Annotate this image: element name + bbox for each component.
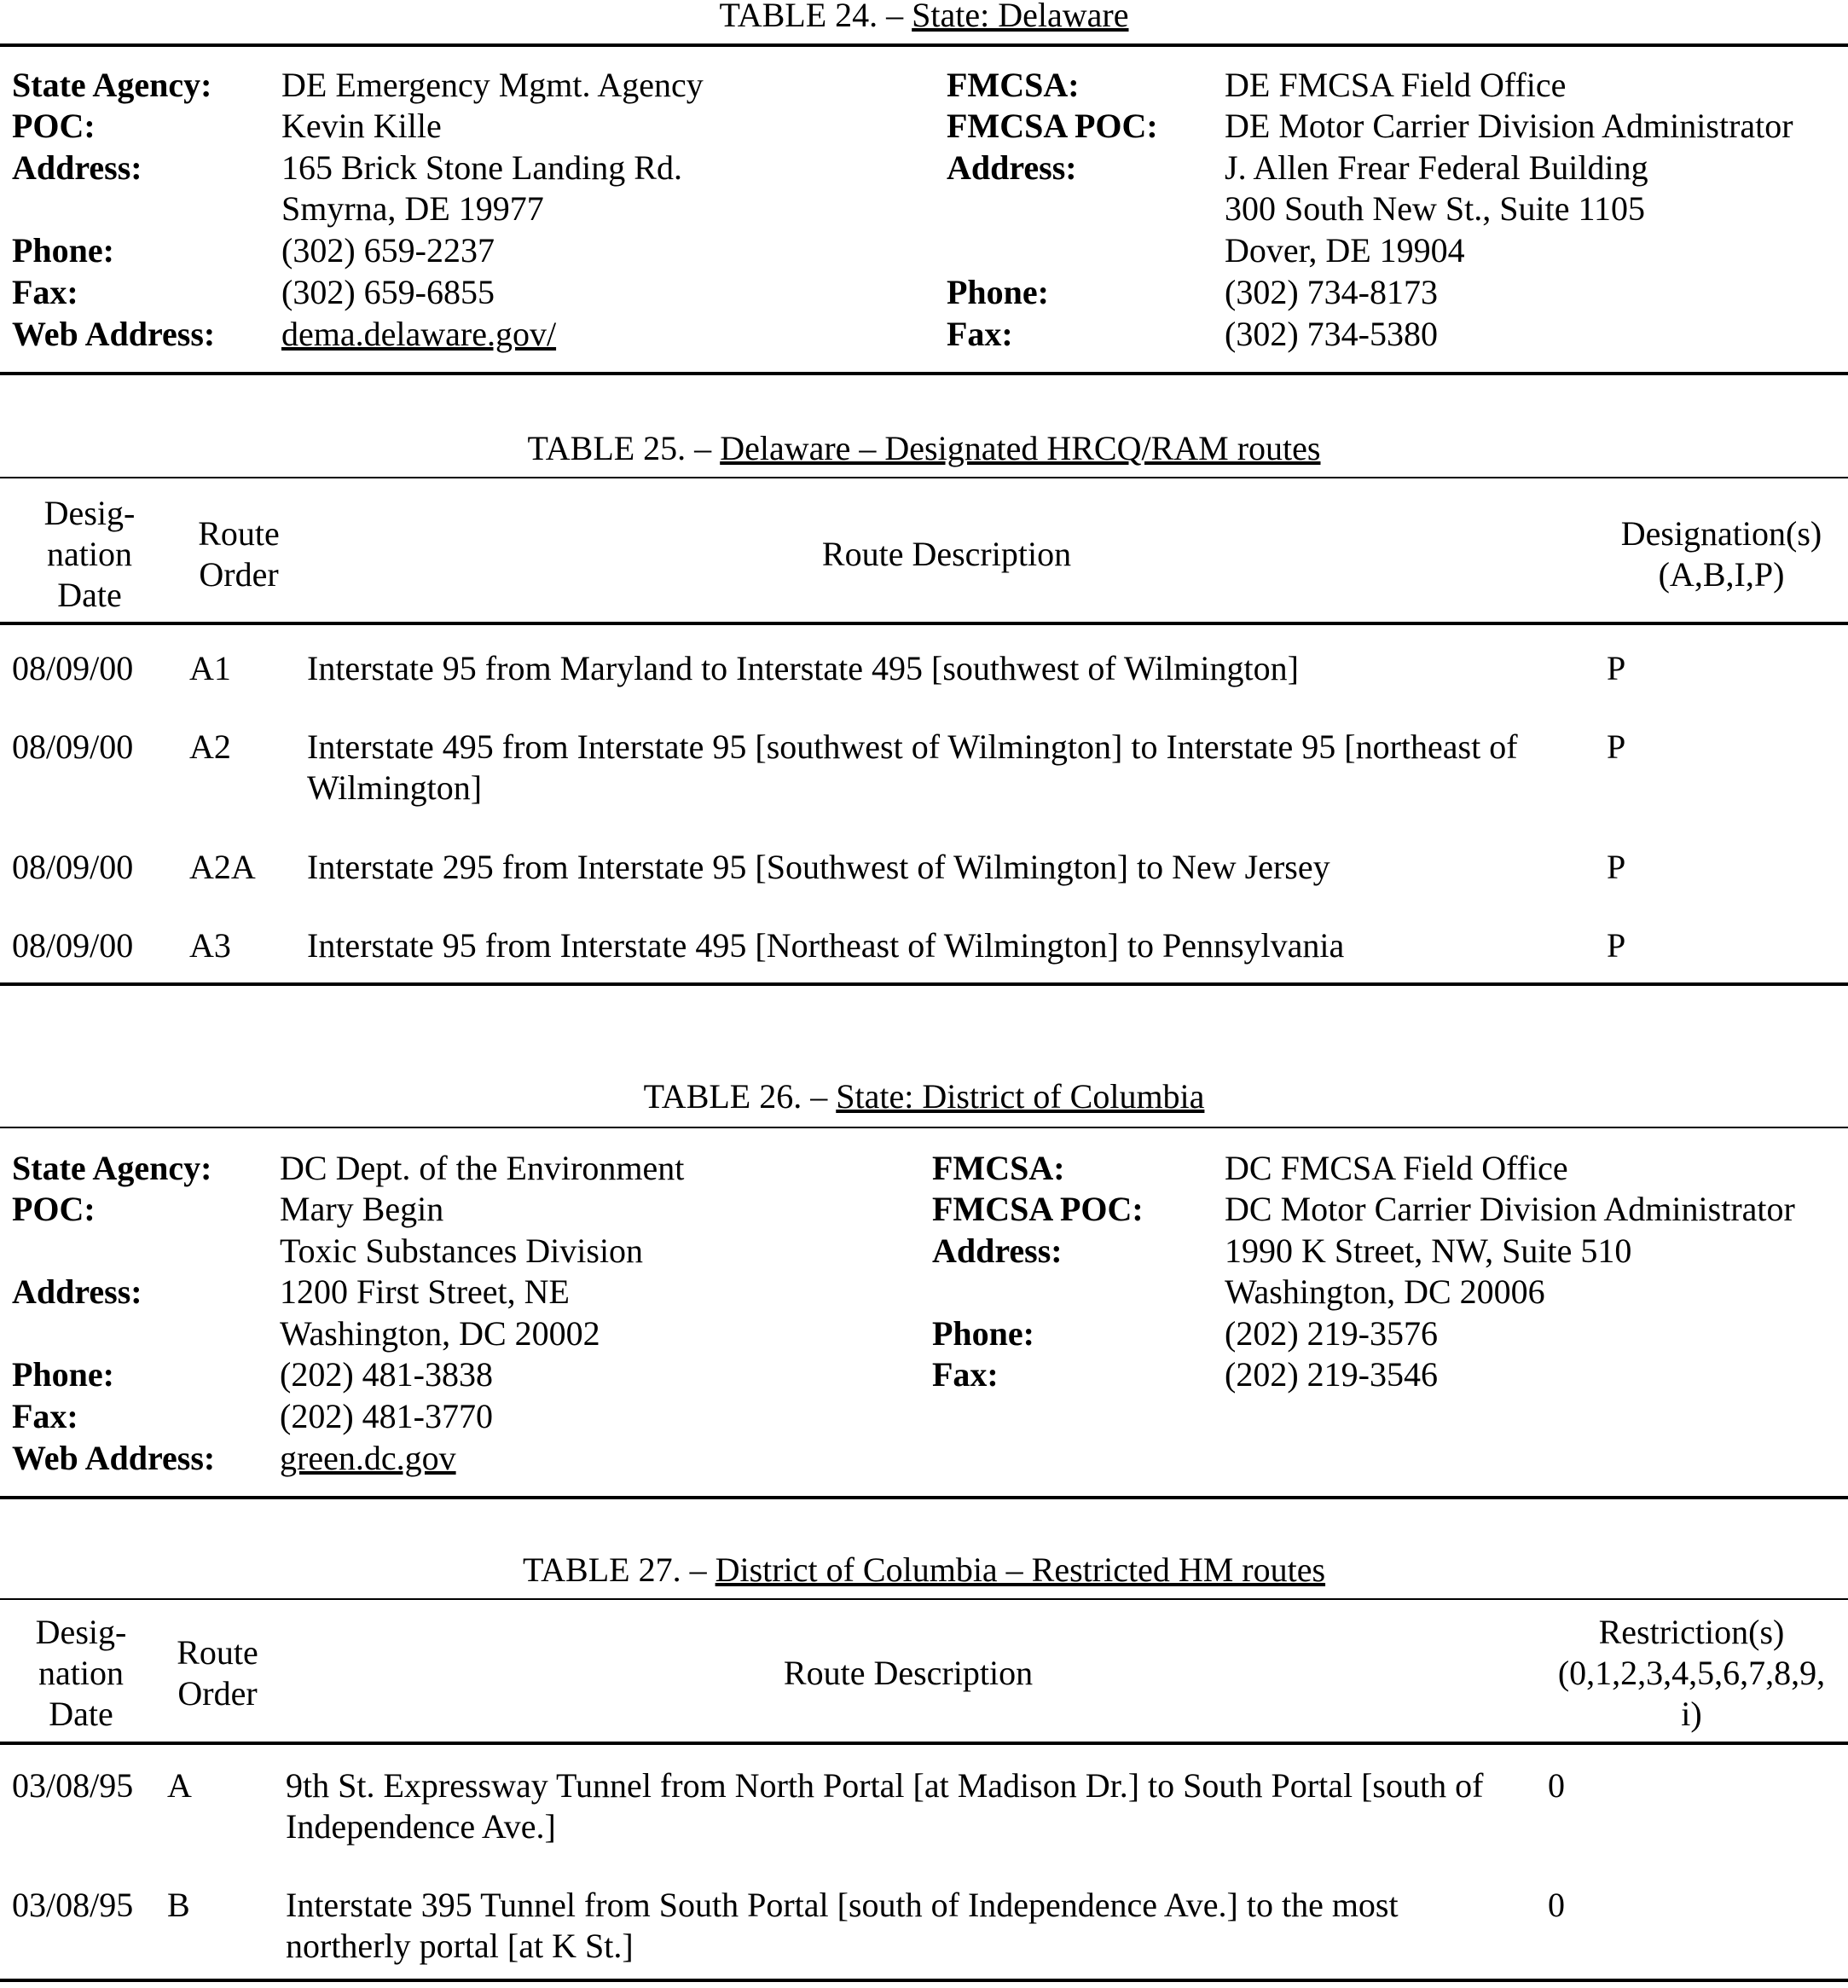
header-line: Date [49, 1695, 113, 1733]
fmcsa-address-line-1: 1990 K Street, NW, Suite 510 [1225, 1232, 1632, 1270]
fmcsa-address-line-1: J. Allen Frear Federal Building [1225, 148, 1648, 187]
phone-value: (202) 481-3838 [280, 1355, 493, 1394]
row-restriction: 0 [1548, 1886, 1565, 1924]
fmcsa-address-line-3: Dover, DE 19904 [1225, 231, 1465, 270]
route-order-header [179, 513, 298, 595]
header-line: Route [177, 1633, 258, 1672]
poc-label: POC: [12, 107, 96, 145]
row-description: Interstate 395 Tunnel from South Portal [south of Independence Ave.] to the most northerly portal [at K St.] [286, 1886, 1399, 1965]
designations-header [1595, 513, 1848, 595]
table-24-title: State: Delaware [912, 0, 1129, 34]
phone-label: Phone: [12, 231, 114, 270]
row-description: Interstate 495 from Interstate 95 [southwest of Wilmington] to Interstate 95 [northeast of Wilmington] [307, 727, 1518, 807]
fmcsa-fax-value: (202) 219-3546 [1225, 1355, 1438, 1394]
fmcsa-phone-value: (202) 219-3576 [1225, 1314, 1438, 1353]
row-date: 08/09/00 [12, 727, 134, 766]
fmcsa-label: FMCSA: [947, 66, 1080, 104]
route-description-header: Route Description [821, 535, 1072, 573]
row-route-order: A [167, 1766, 192, 1805]
table-27-top-rule [0, 1598, 1848, 1600]
table-25-title: Delaware – Designated HRCQ/RAM routes [720, 429, 1321, 467]
row-restriction: 0 [1548, 1766, 1565, 1805]
row-route-order: A2A [189, 848, 256, 886]
header-line: (0,1,2,3,4,5,6,7,8,9, [1557, 1654, 1826, 1692]
fmcsa-poc-label: FMCSA POC: [947, 107, 1158, 145]
route-description-header: Route Description [783, 1654, 1034, 1692]
fmcsa-fax-label: Fax: [947, 315, 1013, 353]
table-24-caption [0, 0, 1848, 36]
table-24-number: TABLE 24. – [719, 0, 904, 34]
row-date: 08/09/00 [12, 649, 134, 687]
address-line-1: 165 Brick Stone Landing Rd. [281, 148, 682, 187]
header-line: Order [177, 1674, 258, 1713]
fmcsa-label: FMCSA: [932, 1149, 1065, 1187]
fmcsa-address-label: Address: [947, 148, 1077, 187]
row-designation: P [1607, 926, 1626, 965]
header-line: Restriction(s) [1598, 1613, 1785, 1651]
fmcsa-fax-value: (302) 734-5380 [1225, 315, 1438, 353]
web-address-link[interactable]: dema.delaware.gov/ [281, 315, 557, 353]
poc-value: Kevin Kille [281, 107, 442, 145]
address-line-2: Washington, DC 20002 [280, 1314, 600, 1353]
table-25-top-rule [0, 477, 1848, 478]
address-line-1: 1200 First Street, NE [280, 1272, 570, 1311]
state-agency-value: DE Emergency Mgmt. Agency [281, 66, 704, 104]
row-description: Interstate 95 from Maryland to Interstate 495 [southwest of Wilmington] [307, 649, 1299, 687]
designation-date-header [0, 1612, 162, 1735]
fmcsa-phone-label: Phone: [932, 1314, 1034, 1353]
row-description: Interstate 295 from Interstate 95 [Southwest of Wilmington] to New Jersey [307, 848, 1330, 886]
header-line: Designation(s) [1620, 514, 1822, 553]
row-date: 03/08/95 [12, 1886, 134, 1924]
table-25-header-rule [0, 622, 1848, 625]
header-line: Date [57, 576, 122, 614]
row-route-order: A3 [189, 926, 231, 965]
table-26-bottom-rule [0, 1496, 1848, 1499]
route-order-header [154, 1632, 281, 1714]
table-27-header-rule [0, 1742, 1848, 1745]
fmcsa-fax-label: Fax: [932, 1355, 999, 1394]
table-26-caption [0, 1076, 1848, 1117]
header-line: Route [198, 514, 280, 553]
header-line: nation [38, 1654, 124, 1692]
table-27-bottom-rule [0, 1979, 1848, 1982]
poc-label: POC: [12, 1190, 96, 1228]
row-date: 03/08/95 [12, 1766, 134, 1805]
row-route-order: B [167, 1886, 190, 1924]
fmcsa-office-value: DE FMCSA Field Office [1225, 66, 1567, 104]
restrictions-header [1535, 1612, 1848, 1735]
address-label: Address: [12, 148, 142, 187]
row-date: 08/09/00 [12, 848, 134, 886]
fmcsa-phone-label: Phone: [947, 273, 1049, 311]
fax-value: (302) 659-6855 [281, 273, 495, 311]
web-address-label: Web Address: [12, 315, 216, 353]
row-designation: P [1607, 649, 1626, 687]
table-25-caption [0, 428, 1848, 469]
state-agency-value: DC Dept. of the Environment [280, 1149, 685, 1187]
table-24-top-rule [0, 43, 1848, 47]
fax-label: Fax: [12, 273, 78, 311]
header-line: nation [47, 535, 132, 573]
table-27-caption [0, 1550, 1848, 1591]
header-line: Desig- [43, 494, 136, 532]
table-27-number: TABLE 27. – [522, 1550, 707, 1589]
table-26-top-rule [0, 1127, 1848, 1128]
table-25-bottom-rule [0, 982, 1848, 986]
table-26-number: TABLE 26. – [643, 1077, 828, 1116]
address-label: Address: [12, 1272, 142, 1311]
row-designation: P [1607, 848, 1626, 886]
header-line: (A,B,I,P) [1658, 555, 1785, 594]
table-26-title: State: District of Columbia [836, 1077, 1205, 1116]
address-line-2: Smyrna, DE 19977 [281, 189, 544, 228]
fax-value: (202) 481-3770 [280, 1397, 493, 1435]
table-24-bottom-rule [0, 372, 1848, 375]
phone-value: (302) 659-2237 [281, 231, 495, 270]
fmcsa-address-line-2: 300 South New St., Suite 1105 [1225, 189, 1645, 228]
header-line: Order [199, 555, 279, 594]
fmcsa-address-line-2: Washington, DC 20006 [1225, 1272, 1545, 1311]
table-25-number: TABLE 25. – [527, 429, 712, 467]
row-description: Interstate 95 from Interstate 495 [Northeast of Wilmington] to Pennsylvania [307, 926, 1345, 965]
fmcsa-office-value: DC FMCSA Field Office [1225, 1149, 1568, 1187]
header-line: Desig- [35, 1613, 127, 1651]
fmcsa-phone-value: (302) 734-8173 [1225, 273, 1438, 311]
web-address-label: Web Address: [12, 1439, 216, 1477]
header-line: i) [1681, 1695, 1702, 1733]
designation-date-header [0, 493, 179, 616]
row-date: 08/09/00 [12, 926, 134, 965]
state-agency-label: State Agency: [12, 66, 212, 104]
fmcsa-poc-value: DC Motor Carrier Division Administrator [1225, 1190, 1795, 1228]
phone-label: Phone: [12, 1355, 114, 1394]
row-designation: P [1607, 727, 1626, 766]
poc-value: Mary Begin [280, 1190, 444, 1228]
fmcsa-address-label: Address: [932, 1232, 1063, 1270]
fax-label: Fax: [12, 1397, 78, 1435]
fmcsa-poc-label: FMCSA POC: [932, 1190, 1144, 1228]
row-route-order: A1 [189, 649, 231, 687]
table-27-title: District of Columbia – Restricted HM routes [715, 1550, 1326, 1589]
web-address-link[interactable]: green.dc.gov [280, 1439, 456, 1477]
state-agency-label: State Agency: [12, 1149, 212, 1187]
row-route-order: A2 [189, 727, 231, 766]
poc-division: Toxic Substances Division [280, 1232, 644, 1270]
row-description: 9th St. Expressway Tunnel from North Portal [at Madison Dr.] to South Portal [south of Independence Ave.] [286, 1766, 1484, 1846]
fmcsa-poc-value: DE Motor Carrier Division Administrator [1225, 107, 1793, 145]
